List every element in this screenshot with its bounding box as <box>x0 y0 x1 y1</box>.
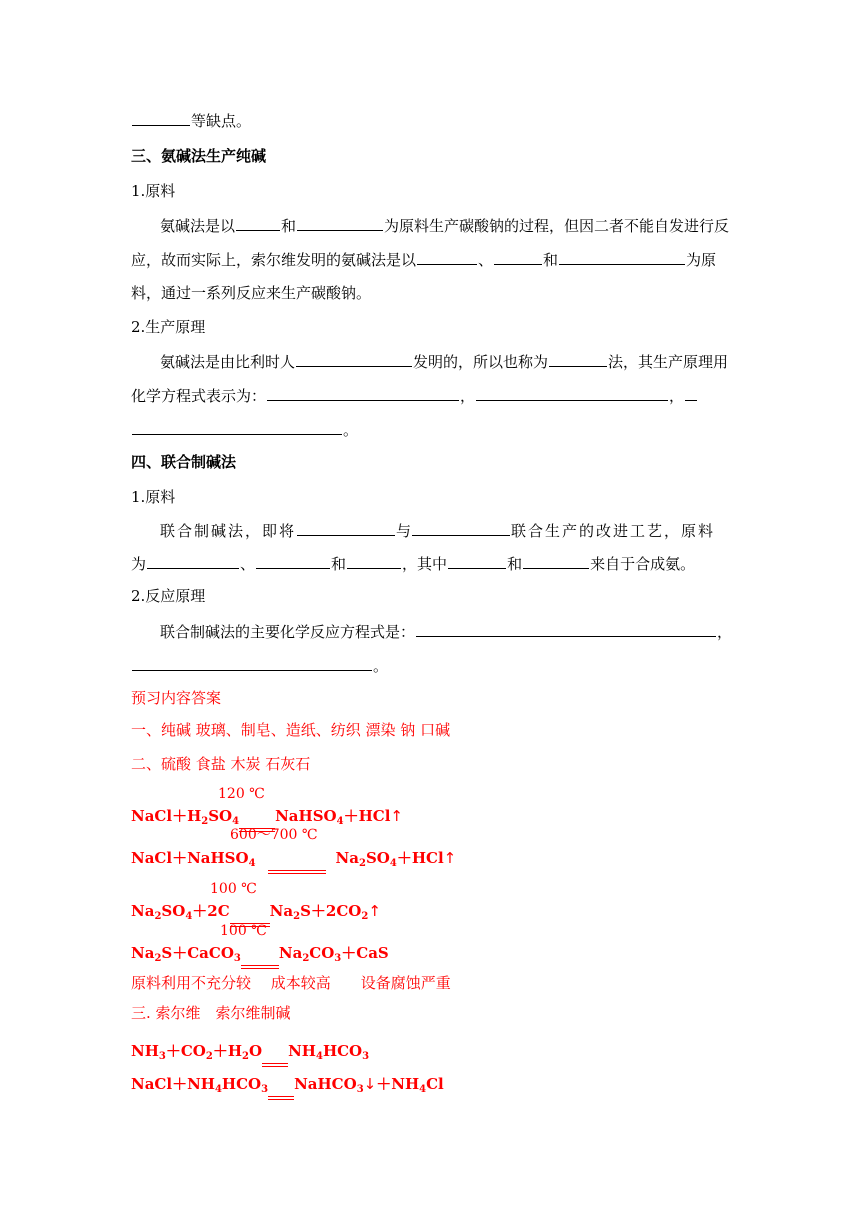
text-span: 化学方程式表示为： <box>131 387 267 405</box>
section4-sub2-title: 2.反应原理 <box>131 587 206 605</box>
answer-blank[interactable] <box>412 520 510 536</box>
answer-blank[interactable] <box>132 110 190 126</box>
text-span: S＋2CO <box>300 902 362 920</box>
text-span: 为 <box>131 555 147 573</box>
answer-blank[interactable] <box>132 655 372 671</box>
text-span: 联合制碱法，即将 <box>160 522 297 540</box>
section3-sub1-title: 1.原料 <box>131 182 176 200</box>
section3-paragraph1-line1 <box>160 215 729 236</box>
section3-paragraph2-line2 <box>131 385 698 406</box>
text-span: 应，故而实际上，索尔维发明的氨碱法是以 <box>131 251 417 269</box>
answer-blank[interactable] <box>132 419 342 435</box>
gas-arrow-icon: ↑ <box>368 902 381 920</box>
text-span: S＋CaCO <box>161 944 234 962</box>
answer-blank[interactable] <box>236 215 280 231</box>
text-span: 法，其生产原理用 <box>608 353 729 371</box>
text-span: NaCl＋NaHSO <box>131 849 249 867</box>
text-span: 和 <box>507 555 523 573</box>
answer-blank[interactable] <box>476 385 668 401</box>
text-span: 为原料生产碳酸钠的过程，但因二者不能自发进行反 <box>384 217 730 235</box>
equation-1: $NaCl+H_2SO_4$ NaHSO$_4$＋HCl↑ <box>131 807 403 827</box>
text-span: 联合生产的改进工艺，原料 <box>511 522 716 540</box>
reaction-condition-4: 100 ℃ <box>220 923 267 939</box>
answer-blank[interactable] <box>147 553 239 569</box>
text-span: ， <box>669 387 685 405</box>
text-span: 。 <box>373 657 389 675</box>
text-span: NaCl＋H <box>131 807 202 825</box>
text-span: 和 <box>281 217 297 235</box>
text-span: 为原 <box>686 251 717 269</box>
answers-line3: 三. 索尔维 索尔维制碱 <box>131 1004 291 1022</box>
answer-blank[interactable] <box>256 553 330 569</box>
text-span: 。 <box>343 421 359 439</box>
text-span: ＋HCl <box>396 849 444 867</box>
text-span: 氨碱法是以 <box>160 217 236 235</box>
section4-paragraph2-line1 <box>160 621 732 642</box>
text-span: ＋2C <box>192 902 230 920</box>
text-span: ＋HCl <box>343 807 391 825</box>
text-span: ，其中 <box>402 555 448 573</box>
text-span: NH <box>131 1042 159 1060</box>
answer-blank[interactable] <box>523 553 589 569</box>
answer-blank[interactable] <box>685 385 697 401</box>
equation-5: $NH_3+CO_2+H_2O$ $NH_4HCO_3$ <box>131 1042 370 1062</box>
text-span: Na <box>131 944 155 962</box>
answer-blank[interactable] <box>297 520 395 536</box>
section3-sub2-title: 2.生产原理 <box>131 318 206 336</box>
answer-blank[interactable] <box>347 553 401 569</box>
intro-tail-line <box>131 110 251 131</box>
section4-sub1-title: 1.原料 <box>131 488 176 506</box>
text-span: ， <box>460 387 476 405</box>
section3-paragraph1-line3: 料，通过一系列反应来生产碳酸钠。 <box>131 284 372 302</box>
section3-paragraph2-line1 <box>160 351 728 372</box>
answer-blank[interactable] <box>416 621 716 637</box>
text-span: 和 <box>331 555 347 573</box>
text-span: 氨碱法是由比利时人 <box>160 353 296 371</box>
section3-paragraph2-line3 <box>131 419 358 440</box>
intro-tail-text: 等缺点。 <box>191 112 252 130</box>
section3-paragraph1-line2 <box>131 249 716 270</box>
answer-blank[interactable] <box>549 351 607 367</box>
reaction-condition-3: 100 ℃ <box>210 881 257 897</box>
reaction-condition-2: 600～700 ℃ <box>230 827 318 843</box>
answer-blank[interactable] <box>448 553 506 569</box>
answer-blank[interactable] <box>417 249 477 265</box>
text-span: 发明的，所以也称为 <box>413 353 549 371</box>
text-span: Na <box>269 902 294 920</box>
section4-heading: 四、联合制碱法 <box>131 453 237 471</box>
section4-paragraph1-line1 <box>160 520 715 541</box>
text-span: 来自于合成氨。 <box>590 555 696 573</box>
precipitate-arrow-icon: ↓ <box>363 1075 377 1093</box>
text-span: Na <box>131 902 155 920</box>
equation-2: NaCl＋NaHSO$_4$ $Na_2SO_4+HCl↑$ <box>131 849 457 869</box>
text-span: NaCl＋NH <box>131 1075 215 1093</box>
text-span: 联合制碱法的主要化学反应方程式是： <box>160 623 416 641</box>
text-span: 和 <box>543 251 559 269</box>
text-span: Na <box>278 944 303 962</box>
text-span: NaHSO <box>275 807 337 825</box>
answers-line1: 一、纯碱 玻璃、制皂、造纸、纺织 漂染 钠 口碱 <box>131 721 451 739</box>
answer-blank[interactable] <box>494 249 542 265</box>
equation-3: $Na_2SO_4+2C$ $Na_2S+2CO_2↑$ <box>131 902 381 922</box>
text-span: 、 <box>240 555 256 573</box>
answers-title: 预习内容答案 <box>131 689 222 707</box>
answer-blank[interactable] <box>559 249 685 265</box>
text-span: ， <box>717 623 733 641</box>
section3-heading: 三、氨碱法生产纯碱 <box>131 147 267 165</box>
answer-blank[interactable] <box>297 215 383 231</box>
answer-blank[interactable] <box>296 351 412 367</box>
text-span: Na <box>335 849 359 867</box>
reaction-condition-1: 120 ℃ <box>218 786 265 802</box>
gas-arrow-icon: ↑ <box>390 807 403 825</box>
answers-defects-line: 原料利用不充分较 成本较高 设备腐蚀严重 <box>131 974 451 992</box>
gas-arrow-icon: ↑ <box>443 849 457 867</box>
answer-blank[interactable] <box>267 385 459 401</box>
equation-4: $Na_2S+CaCO_3$ $Na_2CO_3+CaS$ <box>131 944 389 964</box>
answers-line2: 二、硫酸 食盐 木炭 石灰石 <box>131 755 311 773</box>
section4-paragraph2-line2 <box>131 655 388 676</box>
text-span: 、 <box>478 251 494 269</box>
equation-6: $NaCl+NH_4HCO_3$ $NaHCO_3↓+NH_4Cl$ <box>131 1075 444 1095</box>
text-span: 与 <box>396 522 412 540</box>
section4-paragraph1-line2 <box>131 553 695 574</box>
text-span: ＋CaS <box>341 944 389 962</box>
